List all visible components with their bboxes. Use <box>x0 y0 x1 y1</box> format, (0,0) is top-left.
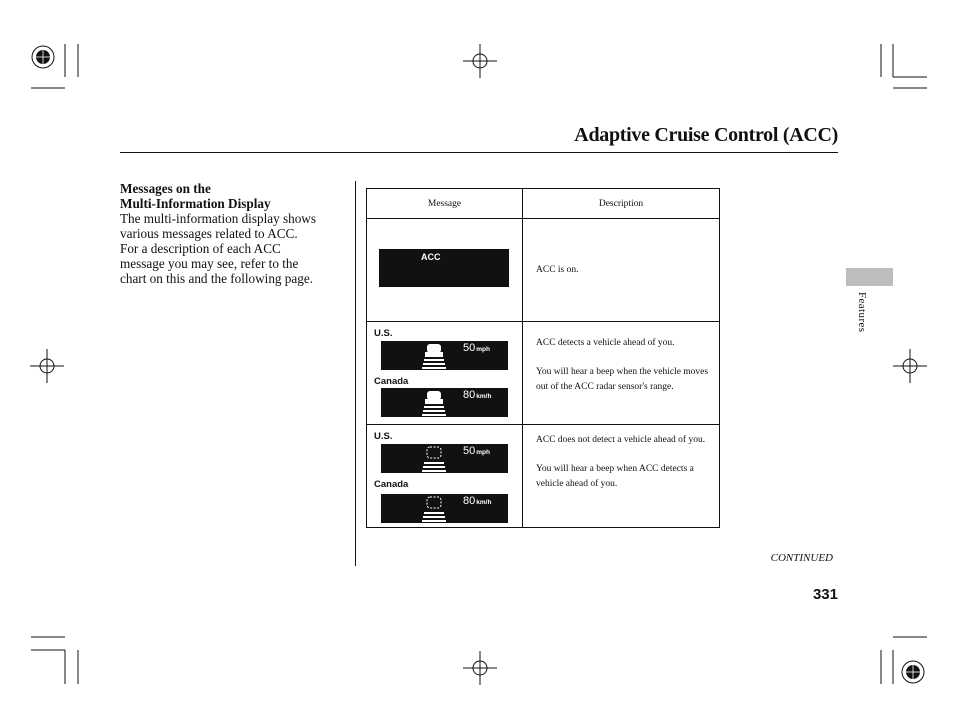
no-vehicle-icon <box>421 445 447 472</box>
intro-line: The multi-information display shows <box>120 211 316 226</box>
message-cell <box>367 425 523 528</box>
speed-value-us: 50mph <box>463 445 490 457</box>
column-divider <box>355 181 356 566</box>
speed-value-canada: 80km/h <box>463 495 492 507</box>
intro-heading-line2: Multi-Information Display <box>120 196 271 211</box>
intro-line: message you may see, refer to the <box>120 256 299 271</box>
speed-value-canada: 80km/h <box>463 389 492 401</box>
description-text: You will hear a beep when the vehicle moves out of the ACC radar sensor's range. <box>536 367 709 392</box>
speed-display-us <box>381 444 508 473</box>
region-label-canada: Canada <box>374 376 409 387</box>
description-cell <box>523 219 720 322</box>
speed-value-us: 50mph <box>463 342 490 354</box>
description-cell <box>523 425 720 528</box>
continued-label: CONTINUED <box>770 552 833 564</box>
description-text: ACC does not detect a vehicle ahead of you. <box>536 435 706 445</box>
speed-display-canada <box>381 388 508 417</box>
vehicle-detected-icon <box>421 389 447 416</box>
message-cell <box>367 219 523 322</box>
table-header-row <box>367 189 720 219</box>
messages-table <box>366 188 720 528</box>
intro-line: chart on this and the following page. <box>120 271 314 286</box>
no-vehicle-icon <box>421 495 447 522</box>
region-label-canada: Canada <box>374 479 409 490</box>
header-message: Message <box>367 189 523 219</box>
header-description: Description <box>523 189 720 219</box>
table-row <box>367 425 720 528</box>
message-cell <box>367 322 523 425</box>
speed-unit: km/h <box>476 393 492 400</box>
table-row <box>367 322 720 425</box>
section-tab <box>846 268 893 286</box>
description-text: ACC detects a vehicle ahead of you. <box>536 338 675 348</box>
description-text: You will hear a beep when ACC detects a vehicle ahead of you. <box>536 464 694 489</box>
vehicle-detected-icon <box>421 342 447 369</box>
speed-unit: mph <box>476 449 490 456</box>
title-rule <box>120 152 838 153</box>
acc-display <box>379 249 509 287</box>
speed-unit: mph <box>476 346 490 353</box>
speed-unit: km/h <box>476 499 492 506</box>
page-title: Adaptive Cruise Control (ACC) <box>574 124 838 146</box>
table-row <box>367 219 720 322</box>
section-tab-label: Features <box>856 292 868 333</box>
description-text: ACC is on. <box>536 264 579 275</box>
description-cell <box>523 322 720 425</box>
intro-text <box>120 181 352 286</box>
acc-display-text: ACC <box>421 252 441 262</box>
intro-line: For a description of each ACC <box>120 241 281 256</box>
intro-line: various messages related to ACC. <box>120 226 298 241</box>
speed-display-us <box>381 341 508 370</box>
speed-display-canada <box>381 494 508 523</box>
region-label-us: U.S. <box>374 431 393 442</box>
intro-heading-line1: Messages on the <box>120 181 211 196</box>
page-number: 331 <box>812 586 838 603</box>
region-label-us: U.S. <box>374 328 393 339</box>
